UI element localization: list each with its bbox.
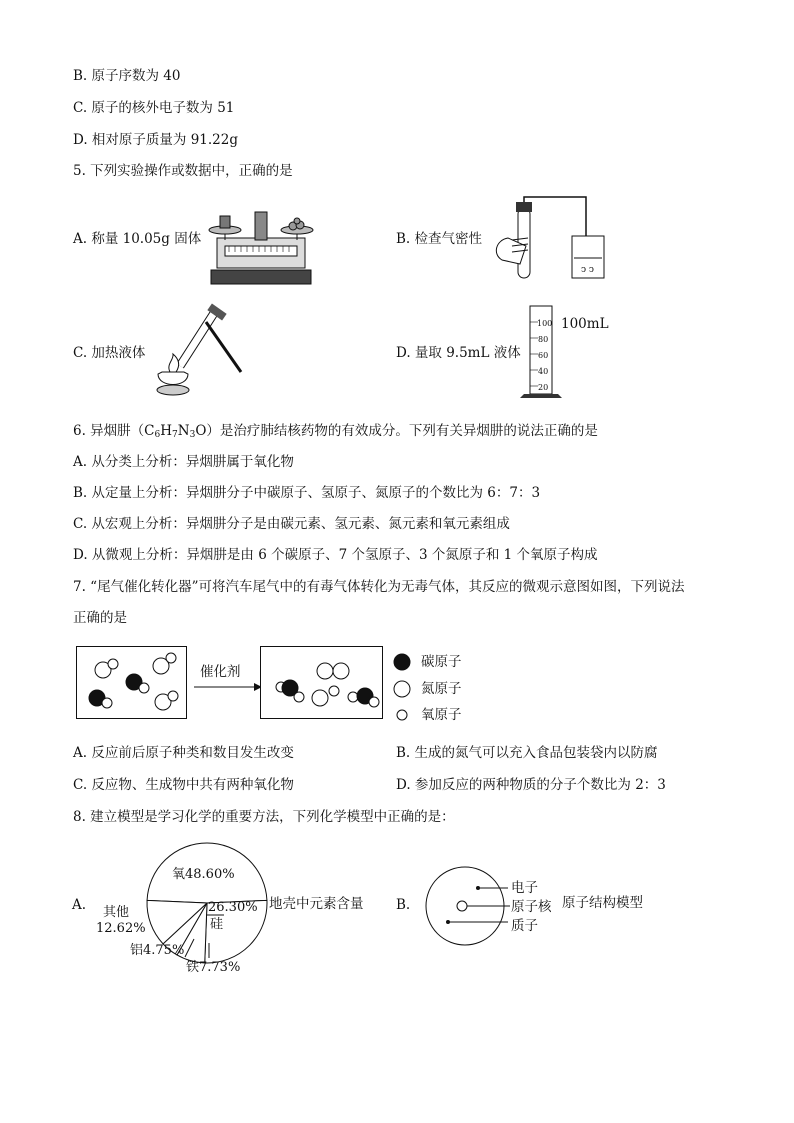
- cylinder-tick: 80: [538, 335, 549, 344]
- cylinder-tick: 100: [537, 319, 553, 328]
- nitrogen-atom-legend-icon: [394, 681, 410, 697]
- q6-option-d: D. 从微观上分析：异烟肼是由 6 个碳原子、7 个氢原子、3 个氮原子和 1 个氧原子构成: [73, 547, 598, 563]
- carbon-atom-legend-icon: [394, 654, 410, 670]
- q7-option-c: C. 反应物、生成物中共有两种氧化物: [73, 777, 294, 793]
- q5-option-d: D. 量取 9.5mL 液体: [396, 345, 521, 361]
- q4-option-c: C. 原子的核外电子数为 51: [73, 100, 235, 116]
- q5-option-b: B. 检查气密性: [396, 231, 483, 247]
- nucleus-icon: [457, 901, 467, 911]
- pie-label-aluminum: 铝4.75%: [130, 943, 185, 958]
- q6-option-a: A. 从分类上分析：异烟肼属于氧化物: [73, 454, 294, 470]
- pie-label-silicon-percent: 26.30%: [208, 900, 258, 915]
- reaction-diagram: [76, 642, 476, 732]
- q7-stem-continued: 正确的是: [73, 610, 127, 626]
- pie-label-other: 其他: [103, 905, 130, 920]
- q4-option-d: D. 相对原子质量为 91.22g: [73, 132, 239, 148]
- q7-option-a: A. 反应前后原子种类和数目发生改变: [73, 745, 294, 761]
- nucleus-label: 原子核: [511, 899, 552, 915]
- cylinder-volume-label: 100mL: [561, 316, 609, 332]
- pie-label-iron: 铁7.73%: [186, 960, 241, 975]
- q6-option-c: C. 从宏观上分析：异烟肼分子是由碳元素、氢元素、氮元素和氧元素组成: [73, 516, 510, 532]
- cylinder-tick: 40: [538, 367, 549, 376]
- pie-label-oxygen: 氧48.60%: [172, 867, 235, 882]
- q6-stem: 6. 异烟肼$(C_6H_7N_3O)$是治疗肺结核药物的有效成分。下列有关异烟肼的说法正确的是: [73, 423, 598, 440]
- heating-liquid-illustration: [146, 302, 246, 402]
- q8-option-a-letter: A.: [72, 897, 87, 913]
- airtight-check-illustration: [486, 194, 616, 286]
- q8-option-a-caption: 地壳中元素含量: [269, 896, 364, 912]
- electron-label: 电子: [511, 880, 538, 896]
- q5-stem: 5. 下列实验操作或数据中，正确的是: [73, 163, 293, 179]
- q5-option-c: C. 加热液体: [73, 345, 146, 361]
- legend-nitrogen-label: 氮原子: [421, 681, 462, 697]
- q8-option-b-caption: 原子结构模型: [562, 895, 643, 911]
- svg-text:ↄ ↄ: ↄ ↄ: [581, 265, 594, 275]
- q6-option-b: B. 从定量上分析：异烟肼分子中碳原子、氢原子、氮原子的个数比为 6：7：3: [73, 485, 541, 501]
- legend-carbon-label: 碳原子: [421, 654, 462, 670]
- oxygen-atom-legend-icon: [397, 710, 407, 720]
- q7-option-d: D. 参加反应的两种物质的分子个数比为 2：3: [396, 777, 666, 793]
- q7-stem: 7. “尾气催化转化器”可将汽车尾气中的有毒气体转化为无毒气体，其反应的微观示意图如图，下列说法: [73, 579, 685, 595]
- cylinder-tick: 20: [538, 383, 549, 392]
- q7-option-b: B. 生成的氮气可以充入食品包装袋内以防腐: [396, 745, 658, 761]
- q8-stem: 8. 建立模型是学习化学的重要方法，下列化学模型中正确的是：: [73, 809, 455, 825]
- legend-oxygen-label: 氧原子: [421, 707, 462, 723]
- pie-label-other-percent: 12.62%: [96, 921, 146, 936]
- catalyst-label: 催化剂: [200, 664, 241, 680]
- q4-option-b: B. 原子序数为 40: [73, 68, 181, 84]
- pie-label-silicon: 硅: [210, 917, 224, 932]
- proton-label: 质子: [511, 918, 538, 934]
- q5-option-a: A. 称量 10.05g 固体: [73, 231, 202, 247]
- balance-illustration: [203, 198, 318, 290]
- cylinder-tick: 60: [538, 351, 549, 360]
- q8-option-b-letter: B.: [396, 897, 411, 913]
